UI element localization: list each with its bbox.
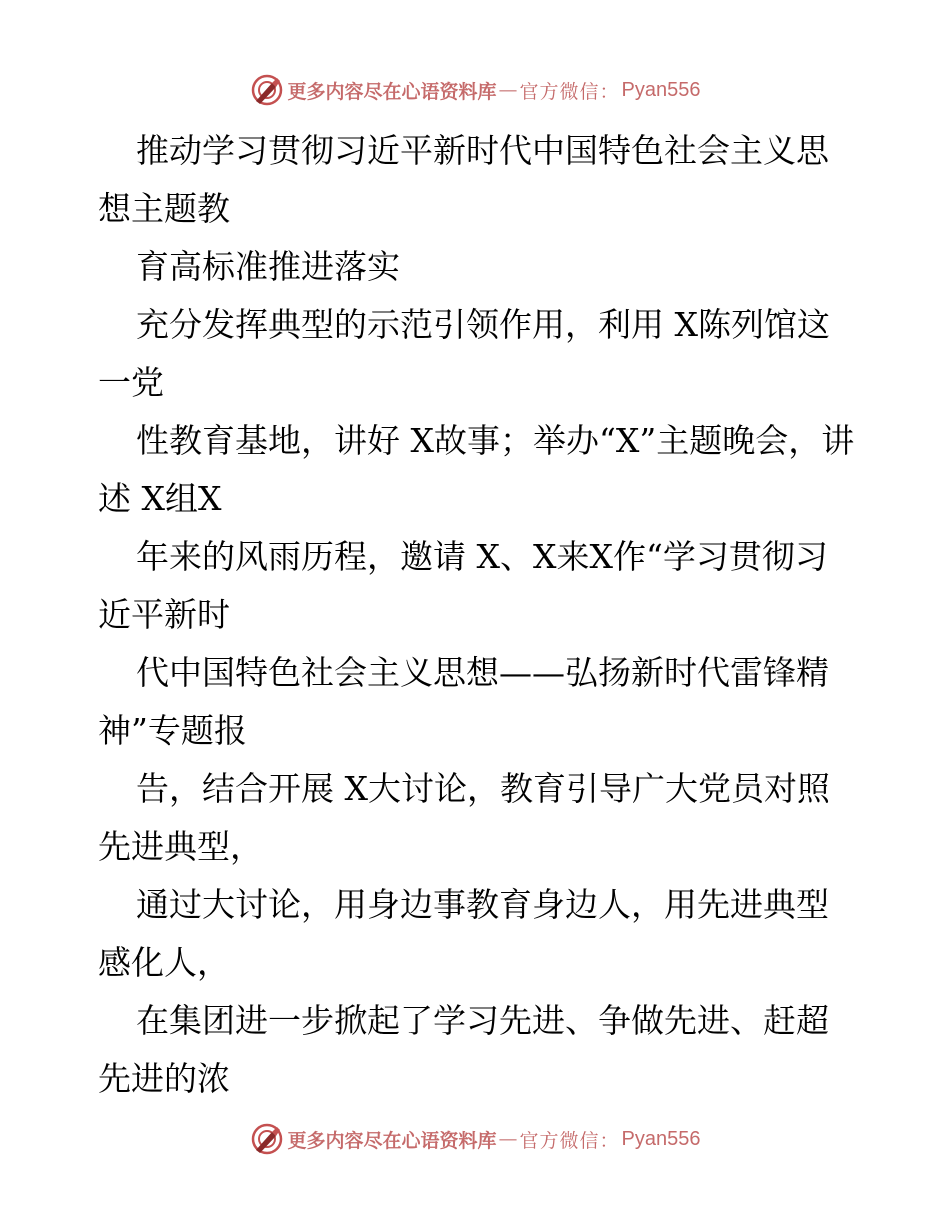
paragraph: 育高标准推进落实 (136, 247, 400, 286)
paragraph: 性教育基地，讲好 X故事；举办“X”主题晚会，讲述 X组X (98, 421, 855, 518)
paragraph: 代中国特色社会主义思想——弘扬新时代雷锋精神”专题报 (98, 653, 829, 750)
footer-banner (0, 1119, 950, 1159)
paragraph: 告，结合开展 X大讨论，教育引导广大党员对照先进典型， (98, 769, 830, 866)
footer-site-name: 更多内容尽在心语资料库 (287, 1129, 497, 1152)
header-banner (0, 70, 950, 110)
paragraph: 在集团进一步掀起了学习先进、争做先进、赶超先进的浓 (98, 1001, 829, 1098)
footer-dash: — (498, 1128, 518, 1150)
pen-logo-icon (250, 73, 284, 107)
document-body (98, 122, 858, 1108)
header-dash: — (498, 79, 518, 101)
paragraph: 年来的风雨历程，邀请 X、X来X作“学习贯彻习近平新时 (98, 537, 828, 634)
pen-logo-icon (250, 1122, 284, 1156)
paragraph: 通过大讨论，用身边事教育身边人，用先进典型感化人， (98, 885, 829, 982)
header-account: Pyan556 (621, 78, 701, 101)
footer-wechat-label: 官方微信： (519, 1129, 620, 1152)
paragraph: 充分发挥典型的示范引领作用，利用 X陈列馆这一党 (98, 305, 830, 402)
footer-account: Pyan556 (621, 1127, 701, 1150)
header-wechat-label: 官方微信： (519, 80, 620, 103)
header-site-name: 更多内容尽在心语资料库 (287, 80, 497, 103)
paragraph: 推动学习贯彻习近平新时代中国特色社会主义思想主题教 (98, 131, 829, 228)
